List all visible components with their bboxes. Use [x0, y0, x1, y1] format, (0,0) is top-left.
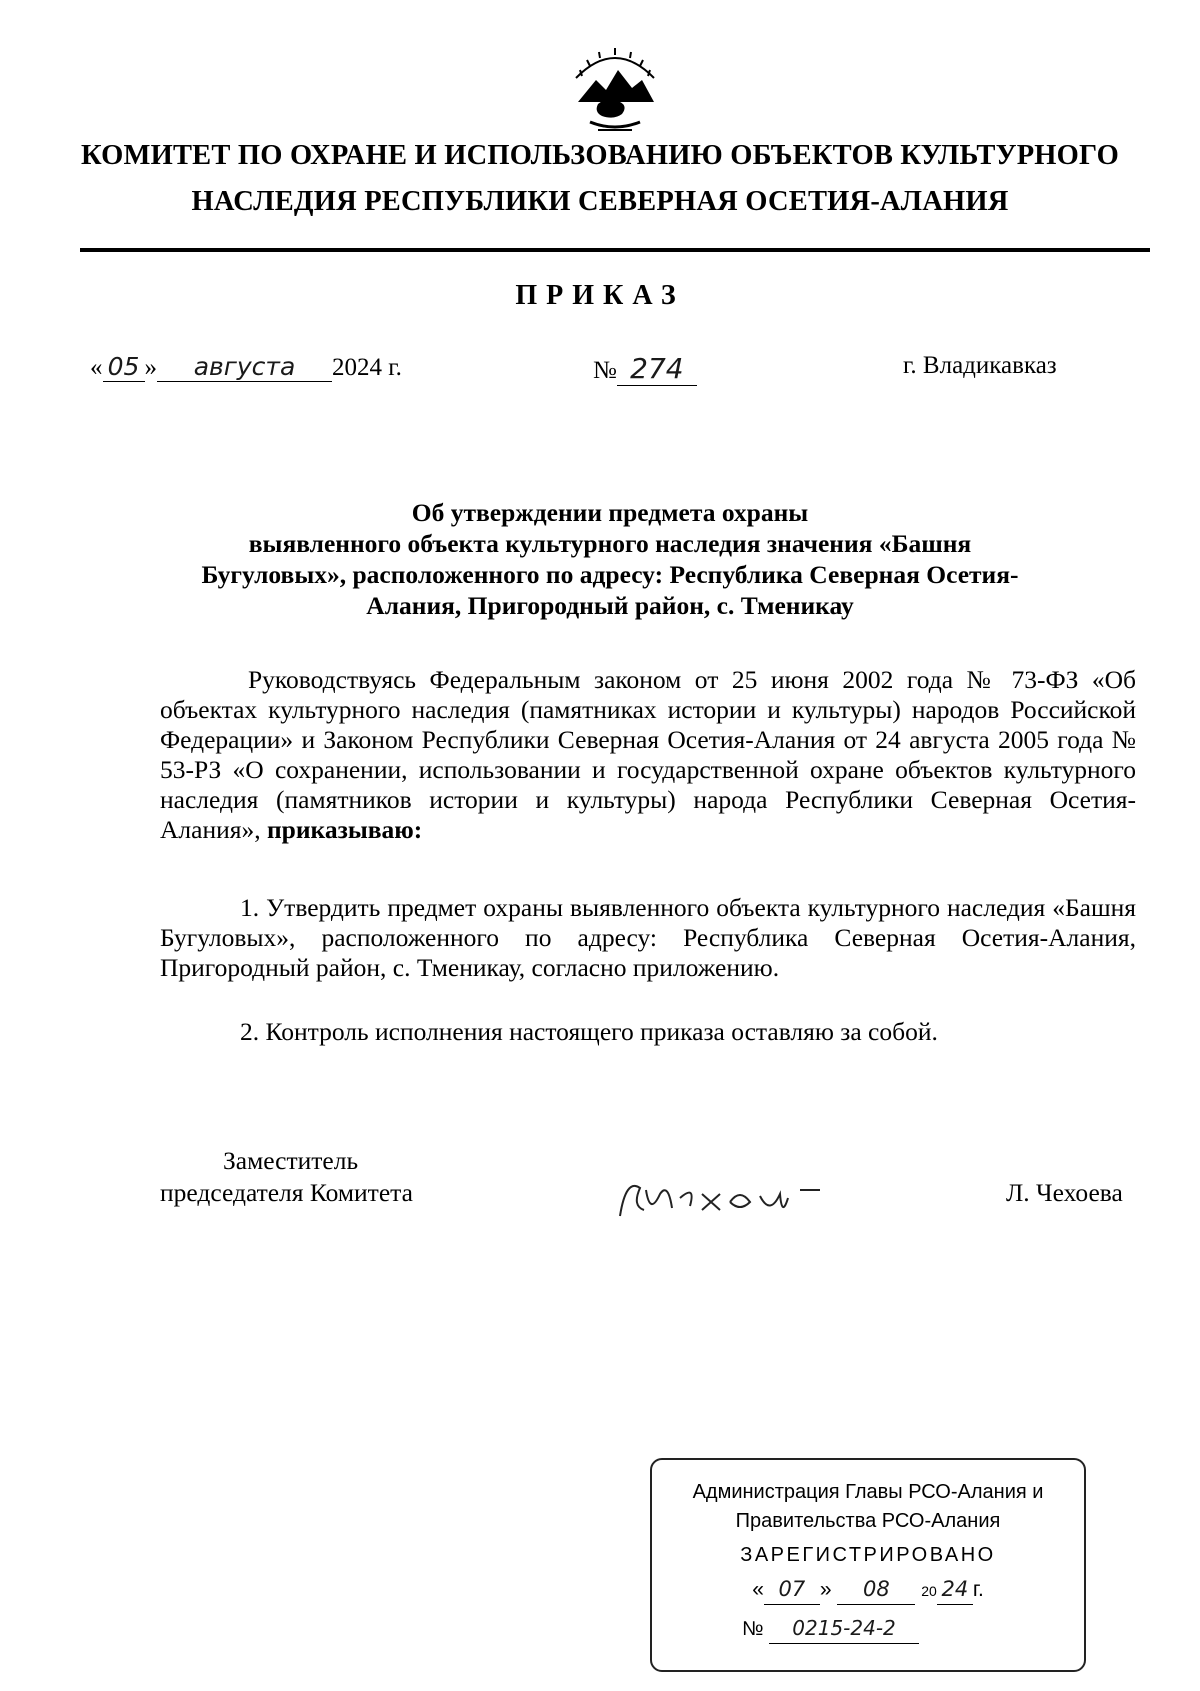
stamp-year-prefix: 20 — [921, 1583, 937, 1599]
date-year: 2024 г. — [332, 354, 402, 381]
number-sign: № — [593, 357, 617, 384]
stamp-registered: ЗАРЕГИСТРИРОВАНО — [740, 1544, 996, 1566]
org-name-line2: НАСЛЕДИЯ РЕСПУБЛИКИ СЕВЕРНАЯ ОСЕТИЯ-АЛАНИЯ — [191, 186, 1009, 217]
subject-line: Алания, Пригородный район, с. Тменикау — [366, 591, 854, 620]
stamp-org-line1: Администрация Главы РСО-Алания и — [692, 1481, 1044, 1503]
order-item-2: 2. Контроль исполнения настоящего приказа оставляю за собой. — [240, 1017, 938, 1046]
stamp-month: 08 — [837, 1575, 915, 1605]
emblem-icon — [568, 40, 662, 140]
stamp-org-line2: Правительства РСО-Алания — [735, 1510, 1001, 1532]
date-day: 05 — [103, 352, 145, 382]
preamble-paragraph — [160, 665, 1136, 845]
stamp-year: 24 — [937, 1575, 973, 1605]
order-item-1: 1. Утвердить предмет охраны выявленного объекта культурного наследия «Башня Бугуловых», расположенного по адресу: Республика Северная Осетия-Алания, Пригородный район, с. Тменикау, согласно приложению. — [160, 893, 1136, 982]
date-month: августа — [157, 352, 332, 382]
stamp-number: 0215-24-2 — [769, 1614, 919, 1644]
subject-line: Бугуловых», расположенного по адресу: Республика Северная Осетия- — [201, 560, 1019, 589]
header-rule — [80, 248, 1150, 252]
subject-heading — [120, 497, 1100, 621]
stamp-number-sign: № — [742, 1618, 764, 1640]
stamp-day: 07 — [764, 1575, 820, 1605]
signatory-name: Л. Чехоева — [1006, 1178, 1123, 1207]
order-word: приказываю: — [266, 815, 423, 844]
subject-line: выявленного объекта культурного наследия значения «Башня — [248, 529, 972, 558]
preamble-text: Руководствуясь Федеральным законом от 25 июня 2002 года № 73-ФЗ «Об объектах культурного наследия (памятниках истории и культуры) народов Российской Федерации» и Законом Республики Северная Осетия-Алания от 24 августа 2005 года № 53-РЗ «О сохранении, использовании и государственной охране объектов культурного наследия (памятников истории и культуры) народа Республики Северная Осетия-Алания», — [160, 665, 1136, 844]
city: г. Владикавказ — [903, 352, 1057, 379]
org-name-line1: КОМИТЕТ ПО ОХРАНЕ И ИСПОЛЬЗОВАНИЮ ОБЪЕКТОВ КУЛЬТУРНОГО — [80, 140, 1120, 171]
doc-type: ПРИКАЗ — [515, 280, 685, 311]
subject-line: Об утверждении предмета охраны — [411, 498, 809, 527]
registration-stamp — [650, 1458, 1086, 1672]
order-date: « 05 » августа 2024 г. — [90, 352, 402, 381]
stamp-number-row — [652, 1614, 1084, 1644]
signatory-title-line2: председателя Комитета — [160, 1178, 413, 1207]
signature — [610, 1168, 850, 1223]
signatory-title-line1: Заместитель — [223, 1146, 359, 1175]
number-value: 274 — [617, 352, 697, 386]
order-number — [593, 352, 697, 386]
stamp-date: « 07 » 08 20 24 г. — [652, 1575, 1084, 1606]
